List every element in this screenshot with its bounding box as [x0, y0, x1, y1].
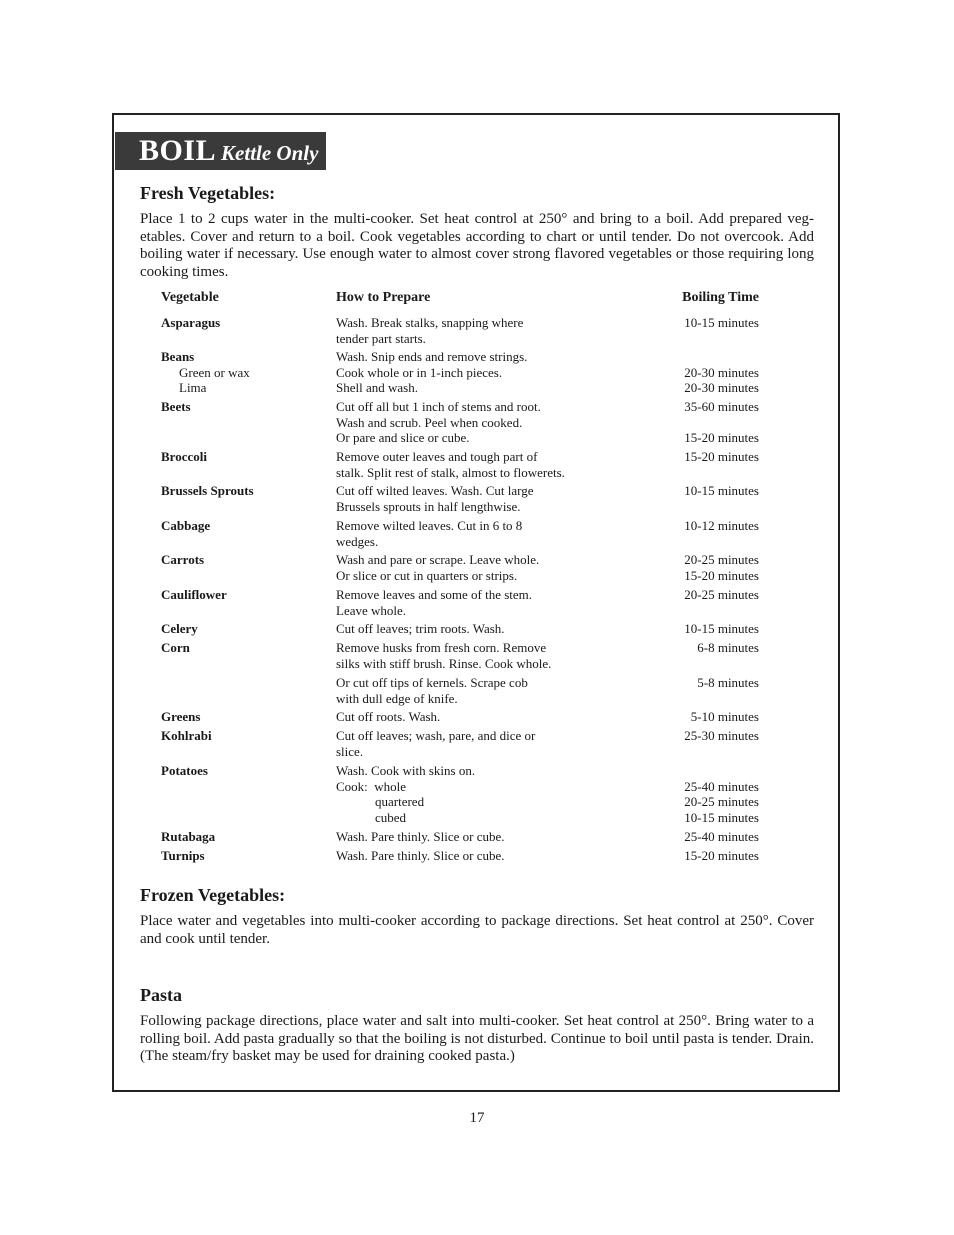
boiling-time: 20-30 minutes [684, 380, 759, 396]
prepare-instructions: Cut off leaves; trim roots. Wash. [336, 621, 505, 636]
vegetable-variety: Lima [179, 380, 207, 396]
boiling-time: 10-15 minutes [684, 315, 759, 330]
boiling-time: 10-15 minutes [684, 810, 759, 826]
col-header-vegetable: Vegetable [161, 290, 219, 305]
boiling-time: 25-40 minutes [684, 829, 759, 844]
vegetable-name: Beets [161, 399, 191, 414]
section-banner [115, 132, 326, 170]
vegetable-name: Brussels Sprouts [161, 483, 254, 498]
prepare-instructions: Remove leaves and some of the stem. Leave whole. [336, 587, 533, 618]
vegetable-name: Cauliflower [161, 587, 227, 602]
prepare-instructions: Cut off roots. Wash. [336, 709, 441, 724]
boiling-time: 20-25 minutes [684, 552, 759, 567]
col-header-time: Boiling Time [682, 290, 759, 305]
boiling-time: 15-20 minutes [684, 430, 759, 446]
col-header-prepare: How to Prepare [336, 290, 431, 305]
boiling-time: 10-15 minutes [684, 621, 759, 636]
prepare-instructions: Wash. Pare thinly. Slice or cube. [336, 848, 505, 863]
vegetable-name: Carrots [161, 552, 205, 567]
prepare-instructions: Remove husks from fresh corn. Remove silks with stiff brush. Rinse. Cook whole. [336, 640, 552, 671]
boiling-time: 20-25 minutes [684, 587, 759, 602]
boiling-time: 5-8 minutes [697, 675, 759, 690]
prepare-instructions: Cut off wilted leaves. Wash. Cut large Brussels sprouts in half lengthwise. [336, 483, 534, 514]
vegetable-name: Rutabaga [161, 829, 216, 844]
prepare-instructions: Wash. Pare thinly. Slice or cube. [336, 829, 505, 844]
boiling-time: 35-60 minutes [684, 399, 759, 414]
prepare-instructions: Wash. Cook with skins on. Cook: whole quartered cubed [336, 763, 476, 826]
boiling-time: 6-8 minutes [697, 640, 759, 655]
vegetable-name: Turnips [161, 848, 205, 863]
boiling-time: 5-10 minutes [690, 709, 759, 724]
boiling-time: 20-30 minutes [684, 364, 759, 380]
vegetable-name: Kohlrabi [161, 728, 212, 743]
prepare-instructions: Cut off all but 1 inch of stems and root. Wash and scrub. Peel when cooked. Or pare and slice or cube. [336, 399, 541, 446]
vegetable-name: Broccoli [161, 449, 207, 464]
banner-title: BOIL [139, 134, 217, 167]
page-number: 17 [469, 1110, 485, 1126]
frozen-text: Place water and vegetables into multi-cooker according to package directions. Set heat control at 250°. Cover and cook until tender. [140, 913, 814, 947]
vegetable-name: Greens [161, 709, 201, 724]
boiling-time: 15-20 minutes [684, 567, 759, 583]
boiling-time: 15-20 minutes [684, 449, 759, 464]
fresh-heading: Fresh Vegetables: [140, 183, 276, 203]
prepare-instructions: Wash. Break stalks, snapping where tender part starts. [336, 315, 524, 346]
boiling-time: 15-20 minutes [684, 848, 759, 863]
prepare-instructions: Or cut off tips of kernels. Scrape cob with dull edge of knife. [336, 675, 528, 706]
boiling-time: 25-40 minutes [684, 778, 759, 794]
frozen-heading: Frozen Vegetables: [140, 885, 286, 905]
vegetable-name: Corn [161, 640, 190, 655]
prepare-instructions: Remove wilted leaves. Cut in 6 to 8 wedges. [336, 518, 523, 549]
pasta-text: Following package directions, place water and salt into multi-cooker. Set heat control at 250°. Bring water to a rolling boil. Add pasta gradually so that the boiling is not disturbed. Continue to boil until pasta is tender. Drain. (The steam/fry basket may be used for draining cooked pasta.) [140, 1013, 814, 1064]
boiling-time: 10-15 minutes [684, 483, 759, 498]
vegetable-name: Asparagus [161, 315, 221, 330]
prepare-instructions: Remove outer leaves and tough part of stalk. Split rest of stalk, almost to flowerets. [336, 449, 565, 480]
vegetable-name: Cabbage [161, 518, 211, 533]
boiling-time: 25-30 minutes [684, 728, 759, 743]
prepare-instructions: Wash and pare or scrape. Leave whole. Or slice or cut in quarters or strips. [336, 552, 540, 583]
vegetable-name: Potatoes [161, 763, 208, 778]
vegetable-name: Beans [161, 349, 195, 364]
fresh-text: Place 1 to 2 cups water in the multi-cooker. Set heat control at 250° and bring to a boil. Add prepared veg-etables. Cover and return to a boil. Cook vegetables according to chart or until tender. Do not overcook. Add boiling water if necessary. Use enough water to almost cover strong flavored vegetables or those requiring long cooking times. [140, 211, 814, 280]
boiling-time: 10-12 minutes [684, 518, 759, 533]
pasta-heading: Pasta [140, 985, 182, 1005]
banner-subtitle: Kettle Only [221, 141, 319, 165]
vegetable-name: Celery [161, 621, 198, 636]
vegetable-variety: Green or wax [179, 364, 250, 380]
prepare-instructions: Cut off leaves; wash, pare, and dice or slice. [336, 728, 536, 759]
boiling-time: 20-25 minutes [684, 794, 759, 810]
prepare-instructions: Wash. Snip ends and remove strings. Cook whole or in 1-inch pieces. Shell and wash. [336, 349, 528, 396]
